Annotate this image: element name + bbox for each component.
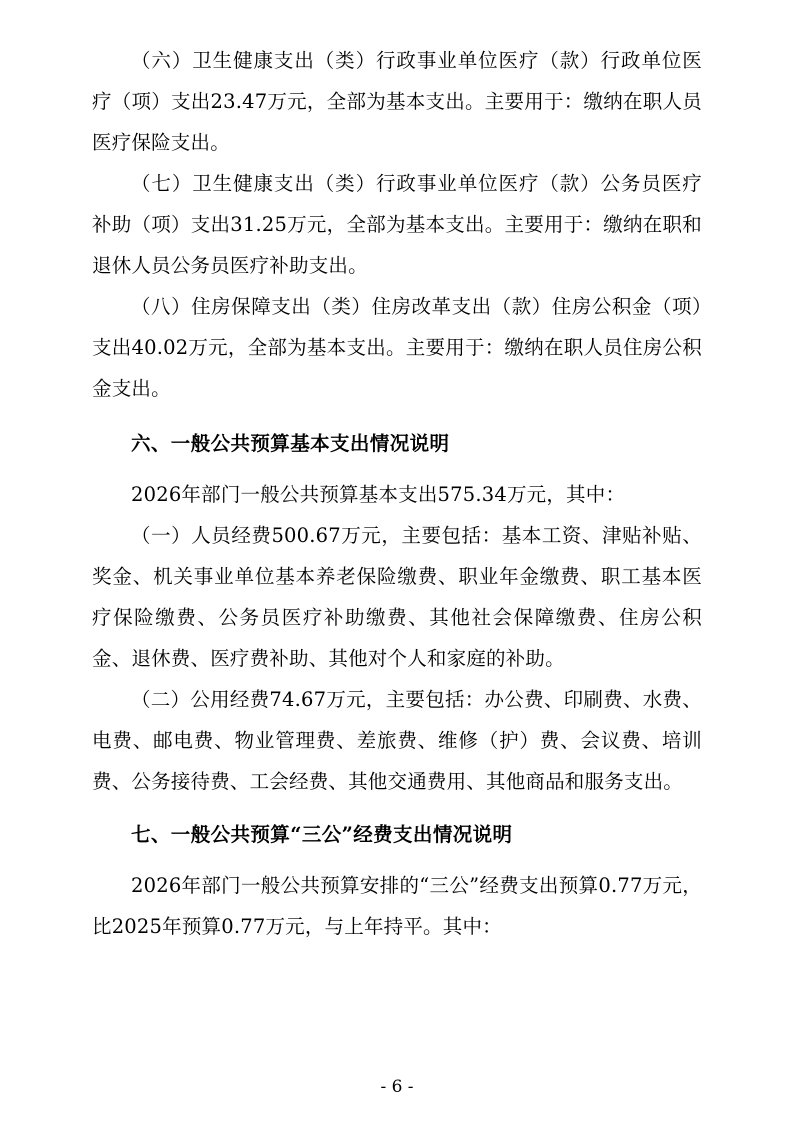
paragraph-six: （六）卫生健康支出（类）行政事业单位医疗（款）行政单位医疗（项）支出23.47万元，全部为基本支出。主要用于：缴纳在职人员医疗保险支出。 bbox=[92, 49, 702, 154]
section-heading-six: 六、一般公共预算基本支出情况说明 bbox=[131, 432, 450, 455]
section-six-item-2: （二）公用经费74.67万元，主要包括：办公费、印刷费、水费、电费、邮电费、物业管理费、差旅费、维修（护）费、会议费、培训费、公务接待费、工会经费、其他交通费用、其他商品和服务支出。 bbox=[92, 688, 702, 793]
page-number: - 6 - bbox=[380, 1077, 414, 1097]
section-six-intro: 2026年部门一般公共预算基本支出575.34万元，其中： bbox=[131, 483, 626, 506]
section-seven-intro: 2026年部门一般公共预算安排的“三公”经费支出预算0.77万元，比2025年预算0.77万元，与上年持平。其中： bbox=[92, 874, 702, 938]
section-heading-seven: 七、一般公共预算“三公”经费支出情况说明 bbox=[131, 823, 513, 846]
paragraph-eight: （八）住房保障支出（类）住房改革支出（款）住房公积金（项）支出40.02万元，全部为基本支出。主要用于：缴纳在职人员住房公积金支出。 bbox=[92, 295, 702, 400]
section-six-item-1: （一）人员经费500.67万元，主要包括：基本工资、津贴补贴、奖金、机关事业单位基本养老保险缴费、职业年金缴费、职工基本医疗保险缴费、公务员医疗补助缴费、其他社会保障缴费、住房公积金、退休费、医疗费补助、其他对个人和家庭的补助。 bbox=[92, 524, 702, 670]
paragraph-seven: （七）卫生健康支出（类）行政事业单位医疗（款）公务员医疗补助（项）支出31.25万元，全部为基本支出。主要用于：缴纳在职和退休人员公务员医疗补助支出。 bbox=[92, 172, 702, 277]
